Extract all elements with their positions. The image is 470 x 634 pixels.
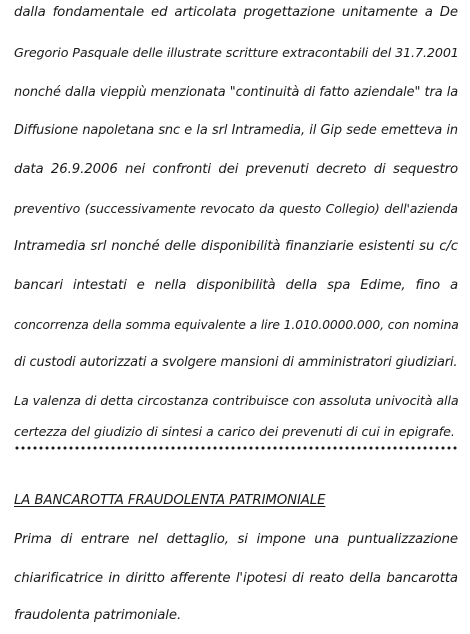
text-line: bancari intestati e nella disponibilità della spa Edime, fino a: [14, 278, 458, 293]
text-line: preventivo (successivamente revocato da questo Collegio) dell'azienda: [14, 201, 458, 216]
text-line: La valenza di detta circostanza contribuisce con assoluta univocità alla: [14, 393, 459, 408]
text-line: chiarificatrice in diritto afferente l'ipotesi di reato della bancarotta: [14, 571, 458, 586]
text-line: nonché dalla vieppiù menzionata "continuità di fatto aziendale" tra la: [14, 85, 458, 100]
text-line: concorrenza della somma equivalente a lire 1.010.0000.000, con nomina: [14, 318, 459, 332]
text-line: data 26.9.2006 nei confronti dei prevenuti decreto di sequestro: [14, 162, 458, 177]
text-line: di custodi autorizzati a svolgere mansioni di amministratori giudiziari.: [14, 355, 458, 370]
dotted-separator: [14, 445, 458, 451]
text-line: Intramedia srl nonché delle disponibilità finanziarie esistenti su c/c: [14, 239, 458, 254]
text-line: Diffusione napoletana snc e la srl Intramedia, il Gip sede emetteva in: [14, 123, 458, 138]
text-line: Prima di entrare nel dettaglio, si impone una puntualizzazione: [14, 532, 458, 547]
text-line: Gregorio Pasquale delle illustrate scritture extracontabili del 31.7.2001: [14, 45, 459, 60]
text-line: fraudolenta patrimoniale.: [14, 608, 182, 623]
text-line: certezza del giudizio di sintesi a carico dei prevenuti di cui in epigrafe.: [14, 424, 455, 439]
text-line: dalla fondamentale ed articolata progettazione unitamente a De: [14, 5, 458, 20]
section-heading: LA BANCAROTTA FRAUDOLENTA PATRIMONIALE: [14, 493, 326, 508]
